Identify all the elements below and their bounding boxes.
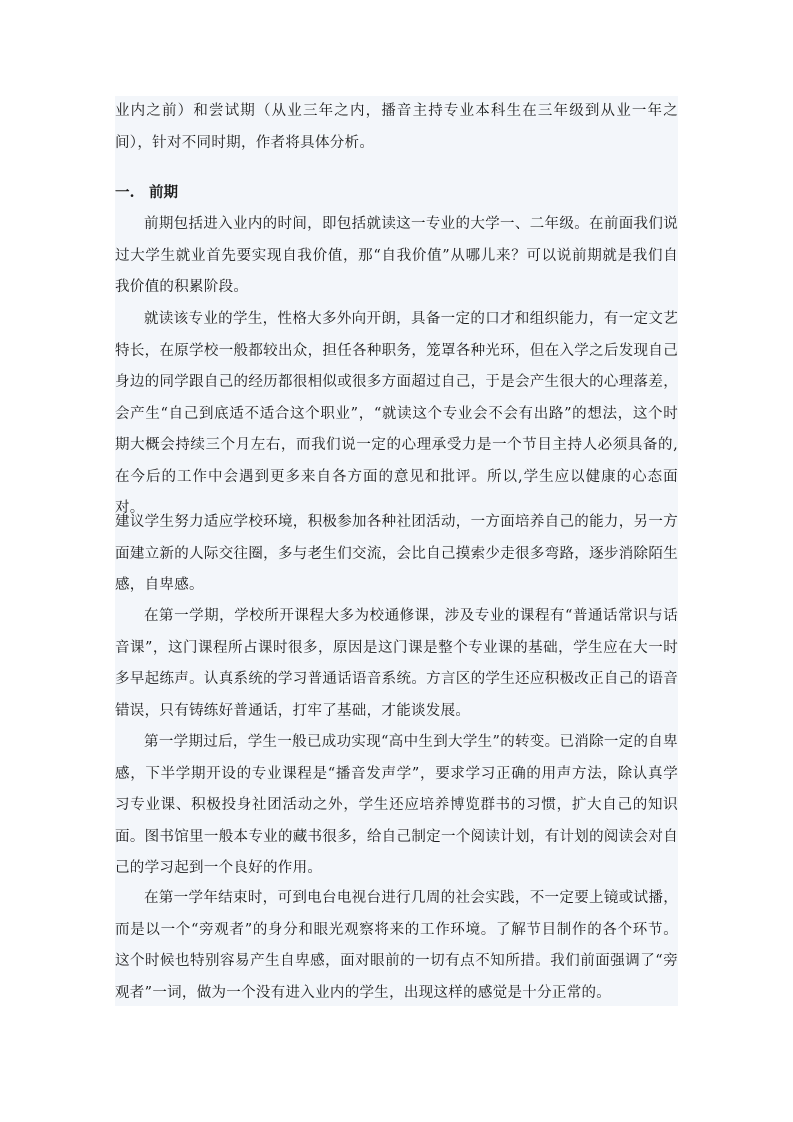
paragraph-1: 前期包括进入业内的时间，即包括就读这一专业的大学一、二年级。在前面我们说过大学生就业首先要实现自我价值，那“自我价值”从哪儿来？可以说前期就是我们自我价值的积累阶段。 <box>115 216 678 295</box>
section-heading: 一. 前期 <box>115 184 179 201</box>
paragraph-3: 建议学生努力适应学校环境，积极参加各种社团活动，一方面培养自己的能力，另一方面建立新的人际交往圈，多与老生们交流，会比自己摸索少走很多弯路，逐步消除陌生感，自卑感。 <box>115 514 678 593</box>
paragraph-intro: 业内之前）和尝试期（从业三年之内，播音主持专业本科生在三年级到从业一年之间），针对不同时期，作者将具体分析。 <box>115 103 678 151</box>
paragraph-4: 在第一学期，学校所开课程大多为校通修课，涉及专业的课程有“普通话常识与话音课”，这门课程所占课时很多，原因是这门课是整个专业课的基础，学生应在大一时多早起练声。认真系统的学习普通话语音系统。方言区的学生还应积极改正自己的语音错误，只有铸练好普通话，打牢了基础，才能谈发展。 <box>115 608 678 719</box>
paragraph-6: 在第一学年结束时，可到电台电视台进行几周的社会实践，不一定要上镜或试播，而是以一个“旁观者”的身分和眼光观察将来的工作环境。了解节目制作的各个环节。这个时候也特别容易产生自卑感，面对眼前的一切有点不知所措。我们前面强调了“旁观者”一词，做为一个没有进入业内的学生，出现这样的感觉是十分正常的。 <box>115 890 678 1001</box>
paragraph-5: 第一学期过后，学生一般已成功实现“高中生到大学生”的转变。已消除一定的自卑感，下半学期开设的专业课程是“播音发声学”，要求学习正确的用声方法，除认真学习专业课、积极投身社团活动之外，学生还应培养博览群书的习惯，扩大自己的知识面。图书馆里一般本专业的藏书很多，给自己制定一个阅读计划，有计划的阅读会对自己的学习起到一个良好的作用。 <box>115 734 678 876</box>
paragraph-2: 就读该专业的学生，性格大多外向开朗，具备一定的口才和组织能力，有一定文艺特长，在原学校一般都较出众，担任各种职务，笼罩各种光环，但在入学之后发现自己身边的同学跟自己的经历都很相似或很多方面超过自己，于是会产生很大的心理落差，会产生“自己到底适不适合这个职业”，“就读这个专业会不会有出路”的想法，这个时期大概会持续三个月左右，而我们说一定的心理承受力是一个节目主持人必须具备的,在今后的工作中会遇到更多来自各方面的意见和批评。所以,学生应以健康的心态面对。 <box>115 311 678 516</box>
